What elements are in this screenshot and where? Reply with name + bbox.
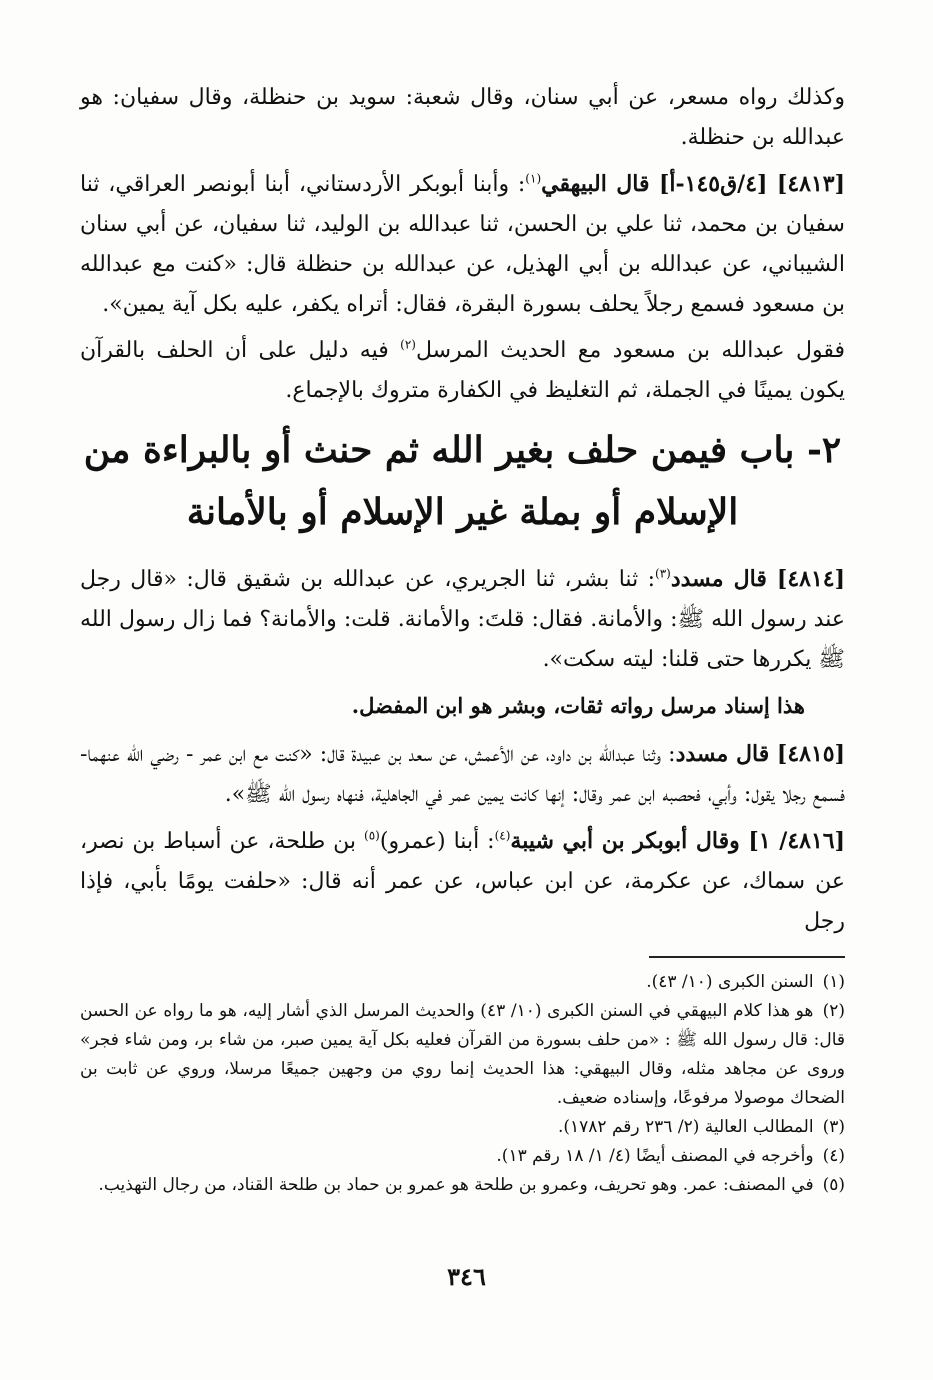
hadith-number: [٤٨١٥] قال مسدد xyxy=(675,741,846,767)
hadith-text: : وأبنا أبوبكر الأردستاني، أبنا أبونصر العراقي، ثنا سفيان بن محمد، ثنا علي بن الحسن، ثنا عبدالله بن الوليد، ثنا سفيان، عن أبي سنان الشيباني، عن عبدالله بن أبي الهذيل، عن عبدالله بن حنظلة قال: «كنت مع عبدالله بن مسعود فسمع رجلاً يحلف بسورة البقرة، فقال: أتراه يكفر، عليه بكل آية يمين». xyxy=(80,172,845,317)
footnote-text: وأخرجه في المصنف أيضًا (٤/ ١/ ١٨ رقم ١٣). xyxy=(496,1146,814,1166)
footnote-number: (٤) xyxy=(822,1146,845,1166)
hadith-number: [٤٨١٣] [٤/ق١٤٥-أ] قال البيهقي xyxy=(541,171,845,197)
footnote-3 xyxy=(80,1113,845,1142)
page-number: ٣٤٦ xyxy=(447,1262,486,1291)
footnote-number: (١) xyxy=(822,972,845,992)
hadith-4815 xyxy=(80,734,845,815)
footnote-1 xyxy=(80,968,845,997)
hadith-4814 xyxy=(80,559,845,680)
footnote-marker[interactable]: (٥) xyxy=(364,828,380,843)
hadith-4813 xyxy=(80,164,845,325)
footnote-4 xyxy=(80,1142,845,1171)
footnote-5 xyxy=(80,1171,845,1200)
hadith-4816 xyxy=(80,821,845,942)
chapter-title: ٢- باب فيمن حلف بغير الله ثم حنث أو بالبراءة من الإسلام أو بملة غير الإسلام أو بالأمانة xyxy=(83,429,842,533)
hadith-text: : ثنا بشر، ثنا الجريري، عن عبدالله بن شقيق قال: «قال رجل عند رسول الله ﷺ: والأمانة. فقال: قلتَ: والأمانة. قلت: والأمانة؟ فما زال رسول الله ﷺ يكررها حتى قلنا: ليته سكت». xyxy=(80,567,845,672)
footnote-divider xyxy=(649,956,845,958)
hadith-text: : أبنا (عمرو) xyxy=(379,829,495,854)
footnote-marker[interactable]: (١) xyxy=(525,171,542,186)
paragraph-text: وكذلك رواه مسعر، عن أبي سنان، وقال شعبة: سويد بن حنظلة، وقال سفيان: هو عبدالله بن حنظلة. xyxy=(80,85,845,150)
hadith-text: : وثنا عبدالله بن داود، عن الأعمش، عن سعد بن عبيدة قال: «كنت مع ابن عمر - رضي الله عنهما- فسمع رجلا يقول: وأبي، فحصبه ابن عمر وقال: إنها كانت يمين عمر في الجاهلية، فنهاه رسول الله ﷺ». xyxy=(80,742,845,807)
paragraph-text: فقول عبدالله بن مسعود مع الحديث المرسل xyxy=(415,338,845,363)
hadith-number: [٤٨١٤] قال مسدد xyxy=(670,566,845,592)
hadith-number: [٤٨١٦/ ١] وقال أبوبكر بن أبي شيبة xyxy=(510,828,846,854)
paragraph-intro xyxy=(80,78,845,158)
isnad-comment: هذا إسناد مرسل رواته ثقات، وبشر هو ابن المفضل. xyxy=(351,693,805,718)
hadith-text: بن طلحة، عن أسباط بن نصر، عن سماك، عن عكرمة، عن ابن عباس، عن عمر أنه قال: «حلفت يومًا بأبي، فإذا رجل xyxy=(80,829,845,934)
paragraph-text: فيه دليل على أن الحلف بالقرآن يكون يمينًا في الجملة، ثم التغليظ في الكفارة متروك بالإجماع. xyxy=(80,338,845,403)
footnote-number: (٣) xyxy=(822,1117,845,1137)
footnote-number: (٢) xyxy=(822,1001,846,1021)
paragraph-commentary xyxy=(80,331,845,411)
footnote-marker[interactable]: (٣) xyxy=(655,566,671,581)
footnote-2 xyxy=(80,997,845,1113)
footnote-text: السنن الكبرى (١٠/ ٤٣). xyxy=(646,972,814,992)
footnotes xyxy=(80,968,845,1200)
footnote-number: (٥) xyxy=(822,1175,845,1195)
footnote-text: هو هذا كلام البيهقي في السنن الكبرى (١٠/ ٤٣) والحديث المرسل الذي أشار إليه، هو ما رواه عن الحسن قال: قال رسول الله ﷺ : «من حلف بسورة من القرآن فعليه بكل آية يمين صبر، من شاء بر، ومن شاء فجر» وروى عن مجاهد مثله، وقال البيهقي: هذا الحديث إنما روي من وجهين جميعًا مرسلا، وروي عن ثابت بن الضحاك موصولا مرفوعًا، وإسناده ضعيف. xyxy=(80,1001,845,1108)
footnote-marker[interactable]: (٤) xyxy=(494,828,511,843)
footnote-text: في المصنف: عمر. وهو تحريف، وعمرو بن طلحة هو عمرو بن حماد بن طلحة القناد، من رجال التهذيب. xyxy=(98,1175,814,1195)
footnote-text: المطالب العالية (٢/ ٢٣٦ رقم ١٧٨٢). xyxy=(557,1117,814,1137)
footnote-marker[interactable]: (٢) xyxy=(400,337,416,352)
